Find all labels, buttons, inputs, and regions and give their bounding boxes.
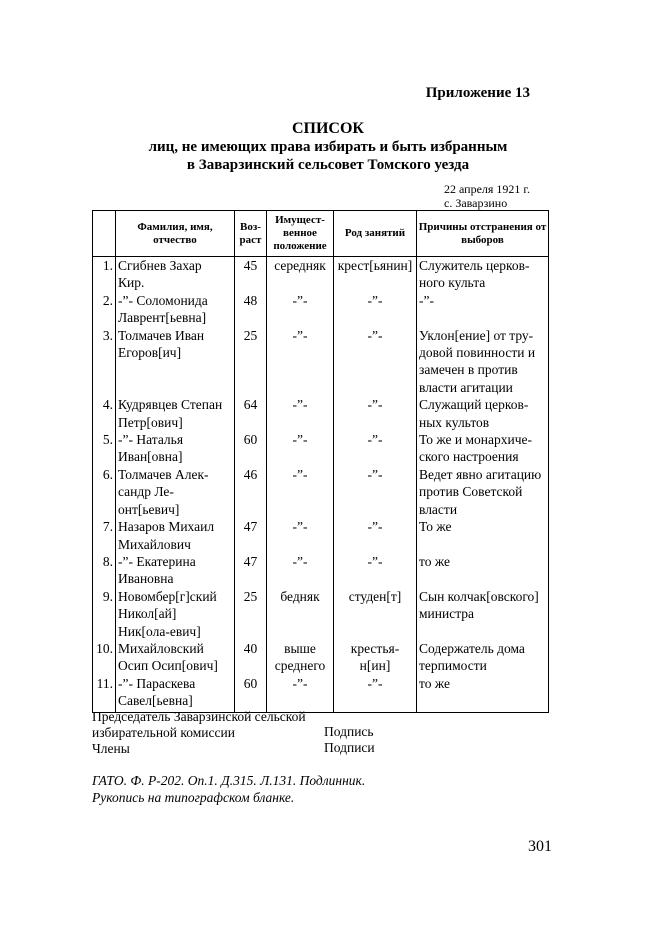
exclusion-reason-line: Служащий церков- [419,397,529,413]
person-name-line: Лаврент[ьевна] [118,310,207,326]
person-name-line: -”- Параскева [118,675,196,691]
exclusion-reason-line: то же [419,553,450,569]
exclusion-reason-line: Уклон[ение] от тру- [419,327,534,343]
exclusion-reason [417,396,549,431]
row-number: 11. [93,675,116,712]
person-name [116,588,235,640]
occupation-line: крестья- [350,640,400,656]
table-row [93,431,549,466]
exclusion-reason-line: замечен в против [419,362,518,378]
row-number: 1. [93,257,116,292]
exclusion-reason-line: То же и монархиче- [419,432,532,448]
occupation [334,431,417,466]
exclusion-reason [417,553,549,588]
occupation-line: -”- [367,675,383,691]
property-status-line: среднего [274,658,326,674]
exclusion-reason-line: ского настроения [419,449,519,465]
table-row [93,675,549,712]
exclusion-reason-line: Служитель церков- [419,258,530,273]
exclusion-reason [417,257,549,292]
person-name-line: Толмачев Алек- [118,466,209,482]
row-number: 6. [93,466,116,518]
person-name [116,431,235,466]
occupation [334,466,417,518]
document-place: с. Заварзино [444,196,508,210]
occupation [334,396,417,431]
property-status [267,396,334,431]
exclusion-reason-line: довой повинности и [419,345,536,361]
person-age: 40 [235,640,267,675]
person-name [116,553,235,588]
exclusion-reason-line: министра [419,606,475,622]
header-name: Фамилия, имя, отчество [116,211,235,257]
property-status [267,292,334,327]
property-status-line: бедняк [280,588,320,604]
person-name-line: Егоров[ич] [118,345,182,361]
table-row [93,292,549,327]
exclusion-reason-line: терпимости [419,658,487,674]
property-status [267,588,334,640]
property-status-line: -”- [292,397,308,413]
person-age: 60 [235,675,267,712]
occupation-line: н[ин] [359,658,391,674]
occupation-line: -”- [367,397,383,413]
occupation [334,553,417,588]
date-place-block [444,182,530,210]
person-name [116,292,235,327]
table-row [93,640,549,675]
signature-members-sign: Подписи [324,740,375,755]
person-name-line: Савел[ьевна] [118,693,193,709]
person-name-line: Ивановна [118,571,174,587]
exclusion-reason-line: против Советской [419,484,523,500]
property-status-line: -”- [292,327,308,343]
exclusion-reason [417,431,549,466]
person-name-line: Никол[ай] [118,606,177,622]
person-age: 47 [235,553,267,588]
exclusion-reason [417,292,549,327]
person-name-line: Сгибнев Захар [118,258,202,273]
person-name-line: Михайловский [118,640,204,656]
occupation-line: крест[ьянин] [337,258,413,273]
occupation-line: -”- [367,327,383,343]
property-status-line: середняк [274,258,326,273]
table-row [93,396,549,431]
occupation-line: студен[т] [348,588,402,604]
occupation-line: -”- [367,553,383,569]
header-num [93,211,116,257]
occupation [334,588,417,640]
table-row [93,257,549,292]
occupation [334,675,417,712]
document-title: СПИСОК [291,120,365,137]
person-age: 60 [235,431,267,466]
occupation [334,518,417,553]
person-name-line: Назаров Михаил [118,519,215,535]
property-status-line: -”- [292,466,308,482]
property-status [267,431,334,466]
property-status [267,518,334,553]
appendix-label: Приложение 13 [425,85,530,101]
property-status [267,327,334,397]
person-name-line: Кир. [118,275,145,291]
signature-chairman-line-1: Председатель Заварзинской сельской [92,709,306,724]
row-number: 2. [93,292,116,327]
occupation [334,640,417,675]
person-name-line: -”- Екатерина [118,553,196,569]
person-name-line: Иван[овна] [118,449,183,465]
archive-source [92,772,365,806]
table-row [93,553,549,588]
person-name [116,257,235,292]
person-name-line: Михайлович [118,536,191,552]
property-status-line: -”- [292,292,308,308]
property-status [267,553,334,588]
person-name [116,675,235,712]
person-name-line: Толмачев Иван [118,327,205,343]
property-status [267,466,334,518]
occupation-line: -”- [367,466,383,482]
row-number: 4. [93,396,116,431]
occupation [334,257,417,292]
person-age: 25 [235,588,267,640]
person-age: 25 [235,327,267,397]
exclusion-reason-line: власти агитации [419,379,513,395]
person-name-line: -”- Соломонида [118,292,208,308]
person-name-line: Петр[ович] [118,414,183,430]
person-name [116,327,235,397]
header-property: Имущест- венное положение [267,211,334,257]
property-status [267,675,334,712]
property-status [267,640,334,675]
header-age: Воз- раст [235,211,267,257]
exclusion-reason-line: ных культов [419,414,490,430]
person-name-line: сандр Ле- [118,484,174,500]
occupation-line: -”- [367,432,383,448]
exclusion-reason [417,675,549,712]
person-age: 45 [235,257,267,292]
row-number: 3. [93,327,116,397]
row-number: 10. [93,640,116,675]
person-name [116,640,235,675]
exclusion-reason [417,588,549,640]
person-name-line: Кудрявцев Степан [118,397,223,413]
exclusion-reason-line: Содержатель дома [419,640,525,656]
document-date: 22 апреля 1921 г. [444,182,530,196]
header-occupation: Род занятий [334,211,417,257]
property-status-line: -”- [292,675,308,691]
property-status-line: выше [284,640,316,656]
exclusion-reason-line: то же [419,675,450,691]
person-name [116,466,235,518]
archive-source-line-2: Рукопись на типографском бланке. [92,790,295,805]
person-name [116,396,235,431]
person-name [116,518,235,553]
exclusion-reason [417,518,549,553]
occupation-line: -”- [367,519,383,535]
table-row [93,327,549,397]
signature-chairman-sign: Подпись [324,724,374,739]
exclusion-reason-line: ного культа [419,275,486,291]
row-number: 9. [93,588,116,640]
exclusion-reason-line: Сын колчак[овского] [419,588,539,604]
person-name-line: Ник[ола-евич] [118,623,201,639]
table-row [93,518,549,553]
page-number: 301 [528,838,552,855]
archive-source-line-1: ГАТО. Ф. Р-202. Оп.1. Д.315. Л.131. Подлинник. [92,773,366,788]
exclusion-reason-line: -”- [419,292,434,308]
exclusion-reason [417,466,549,518]
person-age: 64 [235,396,267,431]
row-number: 8. [93,553,116,588]
table-row [93,466,549,518]
property-status-line: -”- [292,519,308,535]
occupation [334,327,417,397]
occupation [334,292,417,327]
exclusion-reason-line: власти [419,501,458,517]
property-status-line: -”- [292,553,308,569]
signature-members-label: Члены [92,741,130,756]
person-name-line: -”- Наталья [118,432,184,448]
table-body [93,257,549,713]
table-header-row [93,211,549,257]
document-subtitle-line-2: в Заварзинский сельсовет Томского уезда [186,157,470,173]
exclusion-reason [417,327,549,397]
person-age: 46 [235,466,267,518]
signature-chairman-line-2: избирательной комиссии [92,725,235,740]
person-age: 48 [235,292,267,327]
exclusion-reason [417,640,549,675]
exclusion-reason-line: То же [419,519,452,535]
occupation-line: -”- [367,292,383,308]
row-number: 7. [93,518,116,553]
person-name-line: онт[ьевич] [118,501,180,517]
exclusion-reason-line: Ведет явно агитацию [419,466,542,482]
header-reason: Причины отстранения от выборов [417,211,549,257]
table-row [93,588,549,640]
property-status [267,257,334,292]
person-name-line: Новомбер[г]ский [118,588,217,604]
persons-table [92,210,549,713]
document-subtitle-line-1: лиц, не имеющих права избирать и быть избранным [148,139,508,155]
person-name-line: Осип Осип[ович] [118,658,218,674]
row-number: 5. [93,431,116,466]
property-status-line: -”- [292,432,308,448]
person-age: 47 [235,518,267,553]
